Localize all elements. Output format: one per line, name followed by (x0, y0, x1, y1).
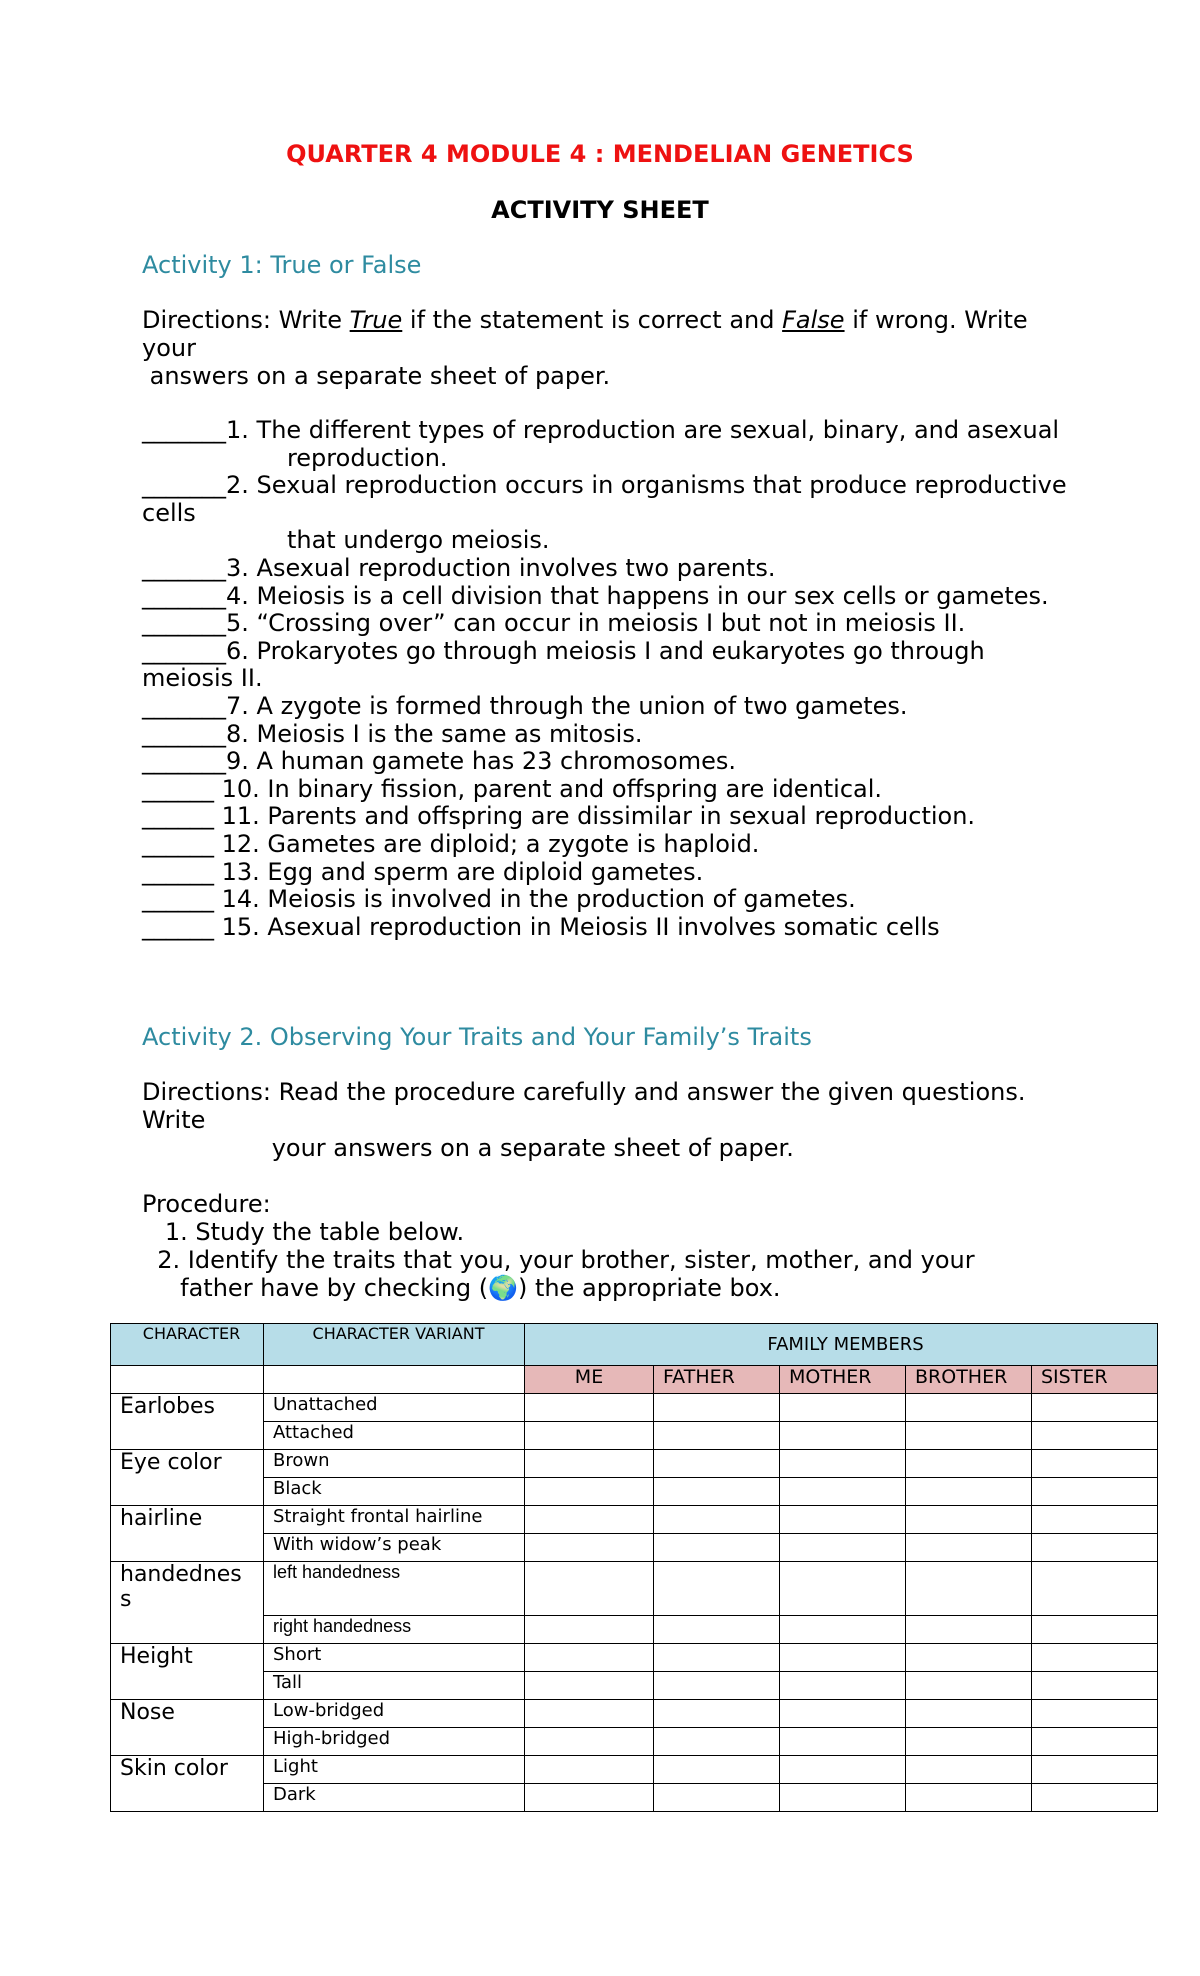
check-box[interactable] (525, 1450, 654, 1478)
character-handedness: handednes s (111, 1562, 264, 1644)
check-box[interactable] (906, 1700, 1032, 1728)
member-father: FATHER (654, 1366, 780, 1394)
activity1-heading: Activity 1: True or False (142, 251, 422, 279)
check-box[interactable] (906, 1756, 1032, 1784)
true-word: True (349, 306, 403, 334)
check-box[interactable] (525, 1534, 654, 1562)
variant-brown: Brown (264, 1450, 525, 1478)
check-box[interactable] (525, 1644, 654, 1672)
variant-straight-hairline: Straight frontal hairline (264, 1506, 525, 1534)
item-line: _______1. The different types of reproduction are sexual, binary, and asexual (142, 416, 1060, 444)
character-hairline: hairline (111, 1506, 264, 1562)
variant-right-handedness: right handedness (264, 1616, 525, 1644)
member-mother: MOTHER (780, 1366, 906, 1394)
check-box[interactable] (780, 1450, 906, 1478)
check-box[interactable] (525, 1506, 654, 1534)
member-brother: BROTHER (906, 1366, 1032, 1394)
check-box[interactable] (906, 1728, 1032, 1756)
check-box[interactable] (780, 1700, 906, 1728)
check-box[interactable] (906, 1450, 1032, 1478)
check-box[interactable] (906, 1394, 1032, 1422)
activity2-heading: Activity 2. Observing Your Traits and Your Family’s Traits (142, 1023, 812, 1051)
check-box[interactable] (654, 1450, 780, 1478)
header-family-members: FAMILY MEMBERS (525, 1324, 1158, 1366)
false-word: False (782, 306, 845, 334)
activity2-directions-line2: Write (142, 1106, 206, 1134)
module-title: QUARTER 4 MODULE 4 : MENDELIAN GENETICS (286, 140, 914, 168)
traits-table (110, 1323, 1158, 1812)
character-height: Height (111, 1644, 264, 1700)
item-line: _______3. Asexual reproduction involves two parents. (142, 553, 776, 582)
check-box[interactable] (780, 1672, 906, 1700)
item-line: ______ 10. In binary fission, parent and offspring are identical. (142, 774, 883, 803)
check-box[interactable] (780, 1506, 906, 1534)
item-line: ______ 14. Meiosis is involved in the production of gametes. (142, 885, 856, 914)
item-line: _______8. Meiosis I is the same as mitosis. (142, 719, 643, 748)
check-box[interactable] (780, 1422, 906, 1450)
check-box[interactable] (525, 1478, 654, 1506)
check-box[interactable] (1032, 1784, 1158, 1812)
check-box[interactable] (906, 1616, 1032, 1644)
check-box[interactable] (654, 1616, 780, 1644)
item-line: _______9. A human gamete has 23 chromosomes. (142, 747, 736, 776)
variant-left-handedness: left handedness (264, 1562, 525, 1616)
check-box[interactable] (1032, 1756, 1158, 1784)
sheet-title: ACTIVITY SHEET (491, 196, 709, 224)
check-box[interactable] (780, 1478, 906, 1506)
check-box[interactable] (525, 1672, 654, 1700)
check-box[interactable] (1032, 1562, 1158, 1616)
variant-dark: Dark (264, 1784, 525, 1812)
procedure-label: Procedure: (142, 1190, 271, 1218)
character-earlobes: Earlobes (111, 1394, 264, 1450)
check-box[interactable] (1032, 1644, 1158, 1672)
procedure-step-2: 2. Identify the traits that you, your brother, sister, mother, and your (142, 1246, 975, 1274)
header-blank (264, 1366, 525, 1394)
check-box[interactable] (654, 1700, 780, 1728)
variant-attached: Attached (264, 1422, 525, 1450)
check-box[interactable] (1032, 1534, 1158, 1562)
item-line: ______ 11. Parents and offspring are dissimilar in sexual reproduction. (142, 802, 976, 831)
item-line: reproduction. (142, 443, 448, 472)
character-nose: Nose (111, 1700, 264, 1756)
check-box[interactable] (780, 1644, 906, 1672)
header-variant: CHARACTER VARIANT (264, 1324, 525, 1366)
check-box[interactable] (1032, 1728, 1158, 1756)
check-box[interactable] (1032, 1422, 1158, 1450)
check-box[interactable] (654, 1756, 780, 1784)
check-box[interactable] (780, 1534, 906, 1562)
member-me: ME (525, 1366, 654, 1394)
item-line: ______ 12. Gametes are diploid; a zygote is haploid. (142, 829, 760, 858)
check-box[interactable] (906, 1422, 1032, 1450)
header-blank (111, 1366, 264, 1394)
variant-high-bridged: High-bridged (264, 1728, 525, 1756)
procedure-step-1: 1. Study the table below. (142, 1218, 465, 1246)
activity1-directions-line2: your (142, 334, 196, 362)
check-box[interactable] (525, 1422, 654, 1450)
check-box[interactable] (525, 1756, 654, 1784)
check-box[interactable] (780, 1784, 906, 1812)
item-line: that undergo meiosis. (142, 526, 550, 555)
item-line: _______6. Prokaryotes go through meiosis I and eukaryotes go through (142, 636, 985, 665)
item-line: _______4. Meiosis is a cell division that happens in our sex cells or gametes. (142, 581, 1049, 610)
check-box[interactable] (780, 1394, 906, 1422)
header-character: CHARACTER (111, 1324, 264, 1366)
item-line: _______2. Sexual reproduction occurs in organisms that produce reproductive (142, 471, 1067, 500)
check-box[interactable] (906, 1506, 1032, 1534)
item-line: meiosis II. (142, 664, 263, 693)
check-box[interactable] (780, 1616, 906, 1644)
variant-light: Light (264, 1756, 525, 1784)
check-box[interactable] (654, 1672, 780, 1700)
check-box[interactable] (906, 1478, 1032, 1506)
check-box[interactable] (525, 1394, 654, 1422)
check-box[interactable] (1032, 1700, 1158, 1728)
check-box[interactable] (906, 1672, 1032, 1700)
check-box[interactable] (654, 1784, 780, 1812)
variant-short: Short (264, 1644, 525, 1672)
activity1-directions-line3: answers on a separate sheet of paper. (142, 362, 611, 390)
check-box[interactable] (525, 1700, 654, 1728)
check-box[interactable] (654, 1562, 780, 1616)
member-sister: SISTER (1032, 1366, 1158, 1394)
check-box[interactable] (1032, 1394, 1158, 1422)
activity2-directions-line3: your answers on a separate sheet of paper. (142, 1134, 794, 1162)
check-box[interactable] (654, 1644, 780, 1672)
check-box[interactable] (525, 1562, 654, 1616)
item-line: _______5. “Crossing over” can occur in meiosis I but not in meiosis II. (142, 609, 966, 638)
check-box[interactable] (654, 1728, 780, 1756)
activity1-directions: Directions: Write True if the statement is correct and False if wrong. Write (142, 306, 1028, 334)
check-box[interactable] (906, 1534, 1032, 1562)
check-box[interactable] (780, 1728, 906, 1756)
check-box[interactable] (654, 1506, 780, 1534)
variant-widows-peak: With widow’s peak (264, 1534, 525, 1562)
item-line: _______7. A zygote is formed through the union of two gametes. (142, 691, 908, 720)
check-box[interactable] (1032, 1672, 1158, 1700)
true-false-items (142, 417, 1067, 941)
item-line: ______ 15. Asexual reproduction in Meiosis II involves somatic cells (142, 912, 940, 941)
variant-unattached: Unattached (264, 1394, 525, 1422)
check-box[interactable] (1032, 1506, 1158, 1534)
item-line: cells (142, 498, 196, 527)
activity2-directions: Directions: Read the procedure carefully and answer the given questions. (142, 1078, 1026, 1106)
check-box[interactable] (525, 1784, 654, 1812)
check-box[interactable] (1032, 1450, 1158, 1478)
check-box[interactable] (1032, 1478, 1158, 1506)
variant-low-bridged: Low-bridged (264, 1700, 525, 1728)
check-box[interactable] (654, 1534, 780, 1562)
check-box[interactable] (654, 1422, 780, 1450)
check-box[interactable] (1032, 1616, 1158, 1644)
check-box[interactable] (525, 1616, 654, 1644)
check-box[interactable] (654, 1394, 780, 1422)
variant-tall: Tall (264, 1672, 525, 1700)
check-box[interactable] (654, 1478, 780, 1506)
check-box[interactable] (906, 1562, 1032, 1616)
procedure-step-2-cont: father have by checking (🌍) the appropriate box. (142, 1274, 781, 1302)
check-box[interactable] (525, 1728, 654, 1756)
variant-black: Black (264, 1478, 525, 1506)
check-box[interactable] (780, 1562, 906, 1616)
character-eye-color: Eye color (111, 1450, 264, 1506)
character-skin-color: Skin color (111, 1756, 264, 1812)
check-box[interactable] (780, 1756, 906, 1784)
check-box[interactable] (906, 1644, 1032, 1672)
check-box[interactable] (906, 1784, 1032, 1812)
item-line: ______ 13. Egg and sperm are diploid gametes. (142, 857, 704, 886)
